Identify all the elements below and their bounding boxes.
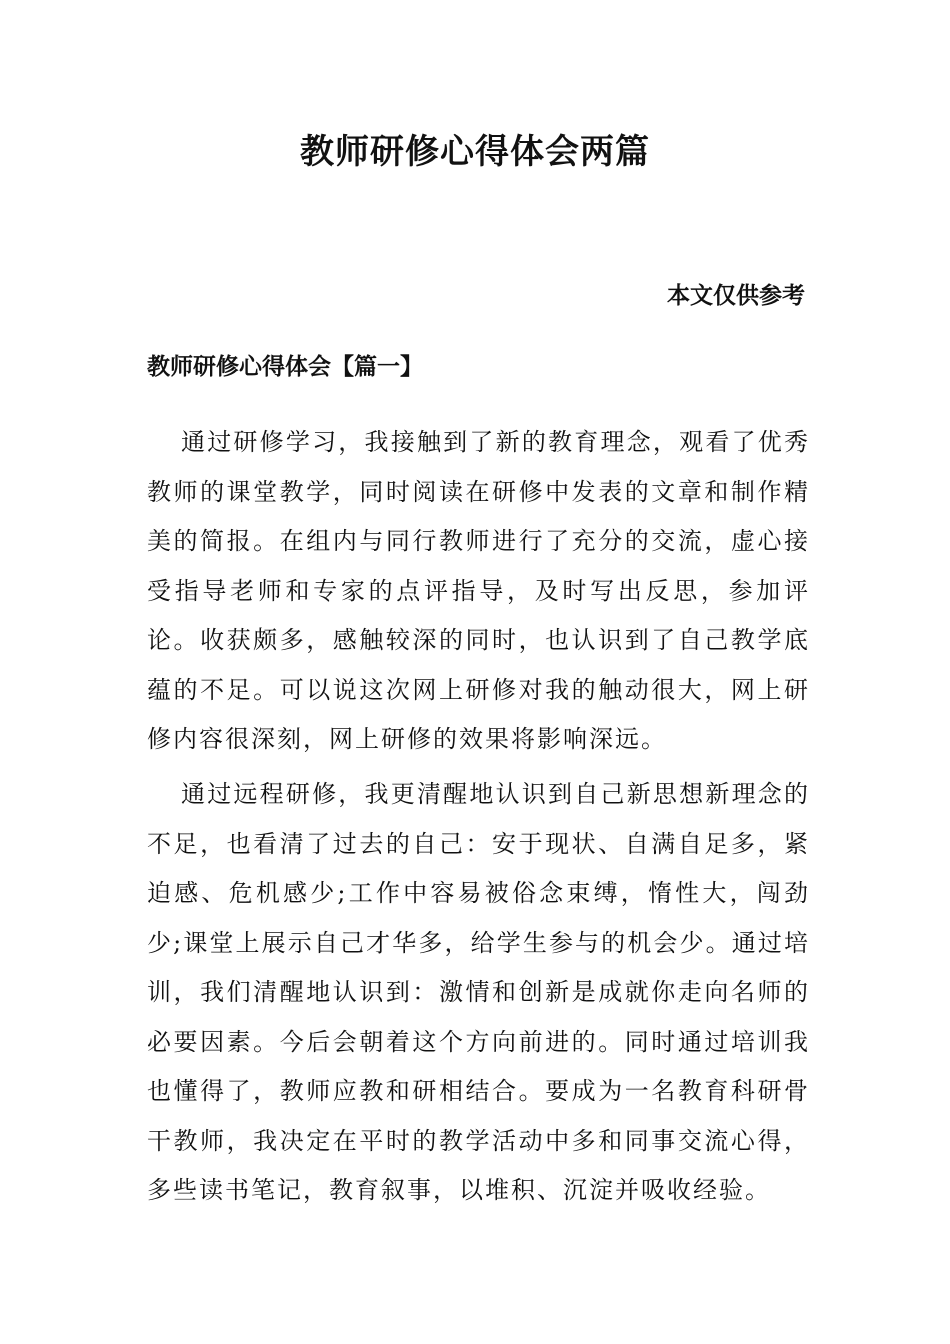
body-paragraph-2: 通过远程研修，我更清醒地认识到自己新思想新理念的不足，也看清了过去的自己：安于现状、自满自足多，紧迫感、危机感少;工作中容易被俗念束缚，惰性大，闯劲少;课堂上展示自己才华多，给学生参与的机会少。通过培训，我们清醒地认识到：激情和创新是成就你走向名师的必要因素。今后会朝着这个方向前进的。同时通过培训我也懂得了，教师应教和研相结合。要成为一名教育科研骨干教师，我决定在平时的教学活动中多和同事交流心得，多些读书笔记，教育叙事，以堆积、沉淀并吸收经验。 [147, 780, 810, 1204]
reference-note: 本文仅供参考 [667, 282, 805, 309]
section-heading: 教师研修心得体会【篇一】 [147, 353, 423, 380]
document-title: 教师研修心得体会两篇 [300, 132, 650, 172]
body-paragraph-1: 通过研修学习，我接触到了新的教育理念，观看了优秀教师的课堂教学，同时阅读在研修中发表的文章和制作精美的简报。在组内与同行教师进行了充分的交流，虚心接受指导老师和专家的点评指导，及时写出反思，参加评论。收获颇多，感触较深的同时，也认识到了自己教学底蕴的不足。可以说这次网上研修对我的触动很大，网上研修内容很深刻，网上研修的效果将影响深远。 [147, 428, 810, 753]
